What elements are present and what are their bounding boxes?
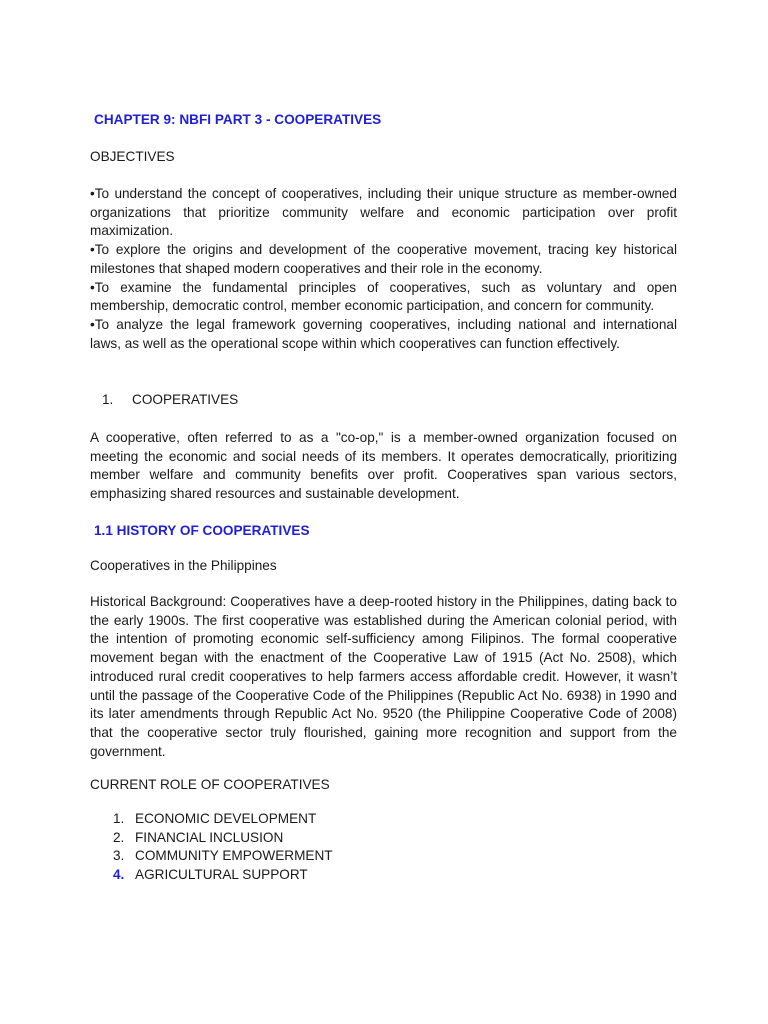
section-1-1-title: 1.1 HISTORY OF COOPERATIVES <box>94 523 310 538</box>
section-1-1-subheading: Cooperatives in the Philippines <box>90 558 277 573</box>
list-item-label: FINANCIAL INCLUSION <box>135 829 284 845</box>
objective-item: •To explore the origins and development of the cooperative movement, tracing key historical milestones that shaped modern cooperatives and their role in the economy. <box>90 242 677 276</box>
section-1-paragraph: A cooperative, often referred to as a "co-op," is a member-owned organization focused on meeting the economic and social needs of its members. It operates democratically, prioritizing member welfare and community benefits over profit. Cooperatives span various sectors, emphasizing shared resources and sustainable development. <box>90 430 677 502</box>
section-1-title: COOPERATIVES <box>132 392 239 407</box>
list-item <box>113 829 333 848</box>
objective-item: •To understand the concept of cooperatives, including their unique structure as member-owned organizations that prioritize community welfare and economic participation over profit maximization. <box>90 186 677 239</box>
section-1-1-body <box>90 593 677 761</box>
list-item-label: ECONOMIC DEVELOPMENT <box>135 811 317 826</box>
objective-item: •To analyze the legal framework governing cooperatives, including national and international laws, as well as the operational scope within which cooperatives can function effectively. <box>90 316 677 351</box>
objectives-heading: OBJECTIVES <box>90 149 175 164</box>
list-item <box>113 866 333 885</box>
list-item-number: 1. <box>113 811 125 826</box>
list-item <box>113 847 333 866</box>
objectives-list <box>90 185 677 353</box>
list-item-number: 3. <box>113 848 125 864</box>
history-paragraph: Historical Background: Cooperatives have a deep-rooted history in the Philippines, dating back to the early 1900s. The first cooperative was established during the American colonial period, with the intention of promoting economic self-sufficiency among Filipinos. The formal cooperative movement began with the enactment of the Cooperative Law of 1915 (Act No. 2508), which introduced rural credit cooperatives to help farmers access affordable credit. However, it wasn’t until the passage of the Cooperative Code of the Philippines (Republic Act No. 6938) in 1990 and its later amendments through Republic Act No. 9520 (the Philippine Cooperative Code of 2008) that the cooperative sector truly flourished, gaining more recognition and support from the government. <box>90 594 677 759</box>
list-item-label: COMMUNITY EMPOWERMENT <box>135 848 333 864</box>
list-item <box>113 810 333 829</box>
list-item-label: AGRICULTURAL SUPPORT <box>135 867 308 883</box>
list-item-number: 2. <box>113 829 125 845</box>
list-item-number: 4. <box>113 867 125 883</box>
current-role-heading: CURRENT ROLE OF COOPERATIVES <box>90 777 330 792</box>
current-role-list <box>113 810 333 885</box>
section-1-heading <box>102 391 238 410</box>
section-1-body <box>90 429 677 504</box>
objective-item: •To examine the fundamental principles of cooperatives, such as voluntary and open membership, democratic control, member economic participation, and concern for community. <box>90 279 677 314</box>
section-1-number: 1. <box>102 392 114 407</box>
chapter-title: CHAPTER 9: NBFI PART 3 - COOPERATIVES <box>94 112 382 127</box>
